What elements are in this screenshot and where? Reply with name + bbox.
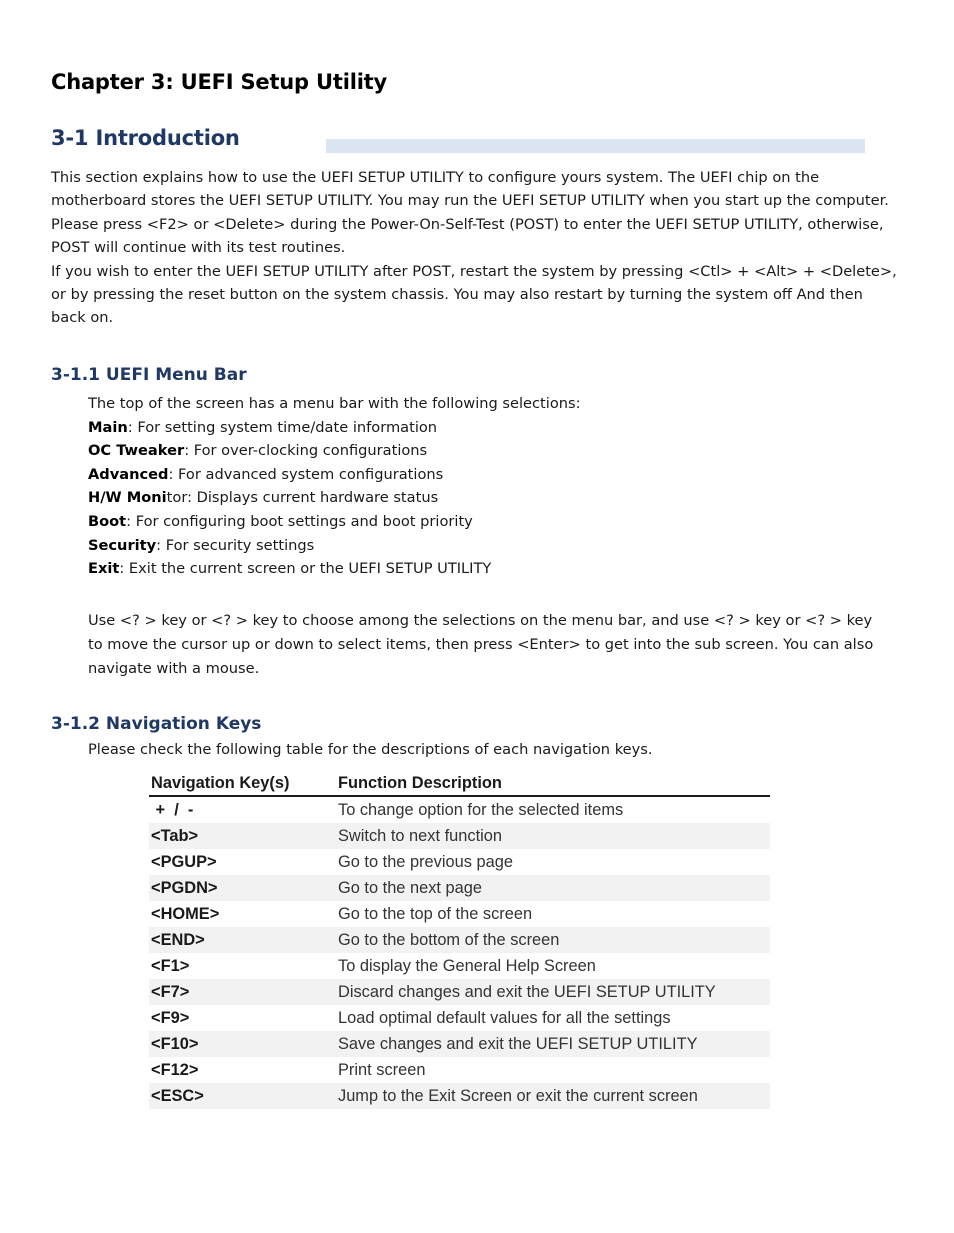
table-row: <F9> Load optimal default values for all the settings	[151, 1008, 671, 1027]
section-title: 3-1 Introduction	[51, 126, 240, 150]
table-row: <F1> To display the General Help Screen	[151, 956, 596, 975]
table-row: + / - To change option for the selected items	[151, 800, 624, 819]
table-header-row	[149, 772, 770, 796]
menu-bar-title: 3-1.1 UEFI Menu Bar	[51, 365, 247, 385]
menu-item-name: OC Tweaker	[88, 442, 185, 460]
intro-paragraph-1: This section explains how to use the UEFI SETUP UTILITY to configure yours system. The UEFI chip on the motherboard stores the UEFI SETUP UTILITY. You may run the UEFI SETUP UTILITY when you start up the computer. Please press <F2> or <Delete> during the Power-On-Self-Test (POST) to enter the UEFI SETUP UTILITY, otherwise, POST will continue with its test routines.	[51, 169, 889, 257]
menu-item-name: Main	[88, 418, 128, 436]
menu-item-name: H/W Moni	[88, 489, 167, 507]
menu-item-desc: : For over-clocking configurations	[184, 442, 428, 460]
navigation-keys-title: 3-1.2 Navigation Keys	[51, 714, 262, 734]
menu-item-exit	[88, 557, 888, 581]
navigation-keys-table	[149, 772, 770, 1109]
menu-item-desc: : For setting system time/date information	[127, 418, 438, 436]
menu-bar-usage: Use <? > key or <? > key to choose among the selections on the menu bar, and use <? > key or <? > key to move the cursor up or down to select items, then press <Enter> to get into the sub screen. You can also navigate with a mouse.	[88, 612, 874, 677]
menu-item-desc: : Displays current hardware status	[187, 489, 439, 507]
table-row: <Tab> Switch to next function	[149, 823, 770, 849]
header-key: Navigation Key(s)	[149, 772, 336, 796]
menu-item-desc: : For configuring boot settings and boot priority	[126, 512, 473, 530]
menu-item-name: Exit	[88, 560, 120, 578]
menu-item-advanced	[88, 463, 888, 487]
table-row: <ESC> Jump to the Exit Screen or exit the current screen	[149, 1083, 770, 1109]
menu-bar-list	[88, 392, 888, 581]
table-row: <HOME> Go to the top of the screen	[151, 904, 533, 923]
intro-paragraph-2: If you wish to enter the UEFI SETUP UTILITY after POST, restart the system by pressing <Ctl> + <Alt> + <Delete>, or by pressing the reset button on the system chassis. You may also restart by turning the system off And then back on.	[51, 262, 897, 327]
menu-item-security	[88, 534, 888, 558]
menu-item-main	[88, 416, 888, 440]
chapter-title: Chapter 3: UEFI Setup Utility	[51, 70, 388, 94]
menu-item-name: Boot	[88, 512, 127, 530]
table-row: <F10> Save changes and exit the UEFI SETUP UTILITY	[149, 1031, 770, 1057]
navigation-keys-intro: Please check the following table for the descriptions of each navigation keys.	[88, 741, 653, 758]
menu-item-desc: : For advanced system configurations	[168, 465, 444, 483]
menu-item-name: Advanced	[88, 465, 169, 483]
table-row: <F12> Print screen	[151, 1060, 426, 1079]
menu-item-oc-tweaker	[88, 439, 888, 463]
menu-item-desc: : Exit the current screen or the UEFI SETUP UTILITY	[119, 560, 492, 578]
menu-item-name: Security	[88, 536, 157, 554]
intro-text	[51, 166, 901, 330]
menu-bar-intro: The top of the screen has a menu bar with the following selections:	[88, 395, 581, 412]
section-title-bar	[326, 139, 865, 153]
header-description: Function Description	[336, 772, 770, 796]
table-row: <PGDN> Go to the next page	[149, 875, 770, 901]
menu-item-hw-monitor: H/W Monitor: Displays current hardware status	[88, 489, 439, 507]
table-row: <END> Go to the bottom of the screen	[149, 927, 770, 953]
table-row: <PGUP> Go to the previous page	[151, 852, 513, 871]
table-row: <F7> Discard changes and exit the UEFI SETUP UTILITY	[149, 979, 770, 1005]
menu-item-desc: : For security settings	[156, 536, 315, 554]
menu-item-boot	[88, 510, 888, 534]
